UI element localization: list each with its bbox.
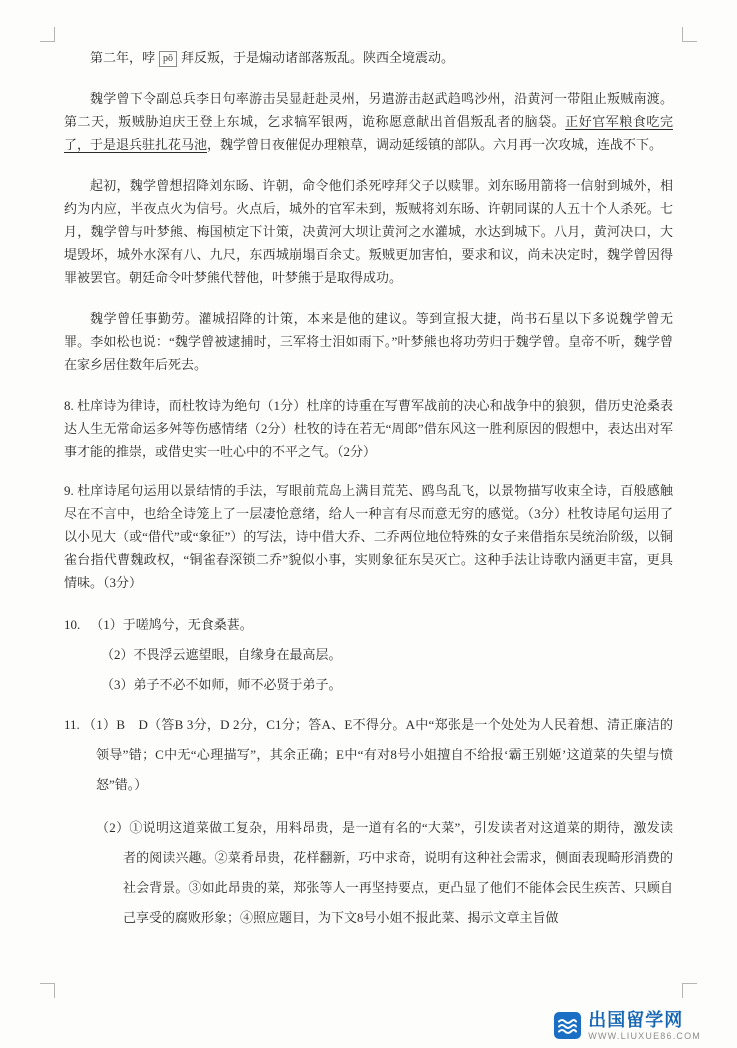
paragraph-text: 拜反叛，于是煽动诸部落叛乱。陕西全境震动。 <box>181 50 455 65</box>
answer-10-line-1 <box>64 610 673 640</box>
question-number: 11. <box>64 717 80 732</box>
answer-10-line-3: （3）弟子不必不如师，师不必贤于弟子。 <box>101 677 342 692</box>
site-logo <box>550 1008 705 1043</box>
translation-paragraph-1 <box>64 46 673 69</box>
answer-item: （1）B D（答B 3分，D 2分，C1分；答A、E不得分。A中“郑张是一个处处为人民着想、清正廉洁的领导”错；C中无“心理描写”，其余正确；E中“有对8号小姐擅自不给报‘霸王别姬’这道菜的失望与愤怒”错。） <box>82 717 673 792</box>
paragraph-text: 魏学曾下令副总兵李日句率游击吴显赶赴灵州，另遣游击赵武趋鸣沙州，沿黄河一带阻止叛贼南渡。第二天，叛贼胁迫庆王登上东城，乞求犒军银两，诡称愿意献出首倡叛乱者的脑袋。 <box>64 91 673 129</box>
translation-paragraph-3: 起初，魏学曾想招降刘东旸、许朝，命令他们杀死哱拜父子以赎罪。刘东旸用箭将一信射到城外，相约为内应，半夜点火为信号。火点后，城外的官军未到，叛贼将刘东旸、许朝同谋的人五十个人杀死。七月，魏学曾与叶梦熊、梅国桢定下计策，决黄河大坝让黄河之水灌城，水达到城下。八月，黄河决口，大堤毁坏，城外水深有八、九尺，东西城崩塌百余丈。叛贼更加害怕，要求和议，尚未决定时，魏学曾因得罪被罢官。朝廷命令叶梦熊代替他，叶梦熊于是取得成功。 <box>64 178 673 285</box>
answer-question-10 <box>64 610 673 700</box>
page-corner-mark-top-right <box>682 27 697 42</box>
page-corner-mark-bottom-right <box>682 983 697 998</box>
document-content <box>64 46 673 946</box>
translation-paragraph-4: 魏学曾任事勤劳。灌城招降的计策，本来是他的建议。等到宣报大捷，尚书石星以下多说魏学曾无罪。李如松也说：“魏学曾被逮捕时，三军将士泪如雨下。”叶梦熊也将功劳归于魏学曾。皇帝不听，魏学曾在家乡居住数年后死去。 <box>64 311 673 372</box>
translation-paragraph-2 <box>64 87 673 156</box>
site-url: WWW.LIUXUE86.COM <box>588 1031 701 1041</box>
liuxue86-waves-icon <box>554 1012 581 1039</box>
page-corner-mark-bottom-left <box>40 983 55 998</box>
answer-item: （1）于嗟鸠兮，无食桑葚。 <box>90 617 253 632</box>
answer-11-part-2: （2）①说明这道菜做工复杂，用料昂贵，是一道有名的“大菜”，引发读者对这道菜的期待，激发读者的阅读兴趣。②菜肴昂贵，花样翻新，巧中求奇，说明有这种社会需求，侧面表现畸形消费的社会背景。③如此昂贵的菜，郑张等人一再坚持要点，更凸显了他们不能体会民生疾苦、只顾自己享受的腐败形象；④照应题目，为下文8号小姐不报此菜、揭示文章主旨做 <box>96 820 673 925</box>
paragraph-text: 第二年，哱 <box>90 50 156 65</box>
page-corner-mark-top-left <box>40 27 55 42</box>
answer-question-11 <box>64 710 673 933</box>
underlined-text: 正好官军粮食吃完了，于是退兵驻扎花马池 <box>64 114 673 152</box>
paragraph-text: ，魏学曾日夜催促办理粮草，调动延绥镇的部队。六月再一次攻城，连战不下。 <box>207 137 663 152</box>
answer-11-part-1 <box>64 710 673 800</box>
answer-question-9: 9. 杜庠诗尾句运用以景结情的手法，写眼前荒岛上满目荒芜、鸥鸟乱飞，以景物描写收束全诗，百般感触尽在不言中，也给全诗笼上了一层凄怆意绪，给人一种言有尽而意无穷的感觉。（3分）杜牧诗尾句运用了以小见大（或“借代”或“象征”）的写法，诗中借大乔、二乔两位地位特殊的女子来借指东吴统治阶级，以铜雀台指代曹魏政权，“铜雀春深锁二乔”貌似小事，实则象征东吴灭亡。这种手法让诗歌内涵更丰富，更具情味。（3分） <box>64 483 673 590</box>
answer-10-line-2: （2）不畏浮云遮望眼，自缘身在最高层。 <box>101 647 342 662</box>
site-name: 出国留学网 <box>588 1010 684 1030</box>
question-number: 10. <box>64 617 81 632</box>
logo-text-block <box>588 1010 701 1041</box>
pinyin-annotation: pō <box>159 51 177 67</box>
answer-question-8: 8. 杜庠诗为律诗，而杜牧诗为绝句（1分）杜庠的诗重在写曹军战前的决心和战争中的狼狈，借历史沧桑表达人生无常命运多舛等伤感情绪（2分）杜牧的诗在若无“周郎”借东风这一胜利原因的假想中，表达出对军事才能的推崇，或借史实一吐心中的不平之气。（2分） <box>64 398 673 459</box>
